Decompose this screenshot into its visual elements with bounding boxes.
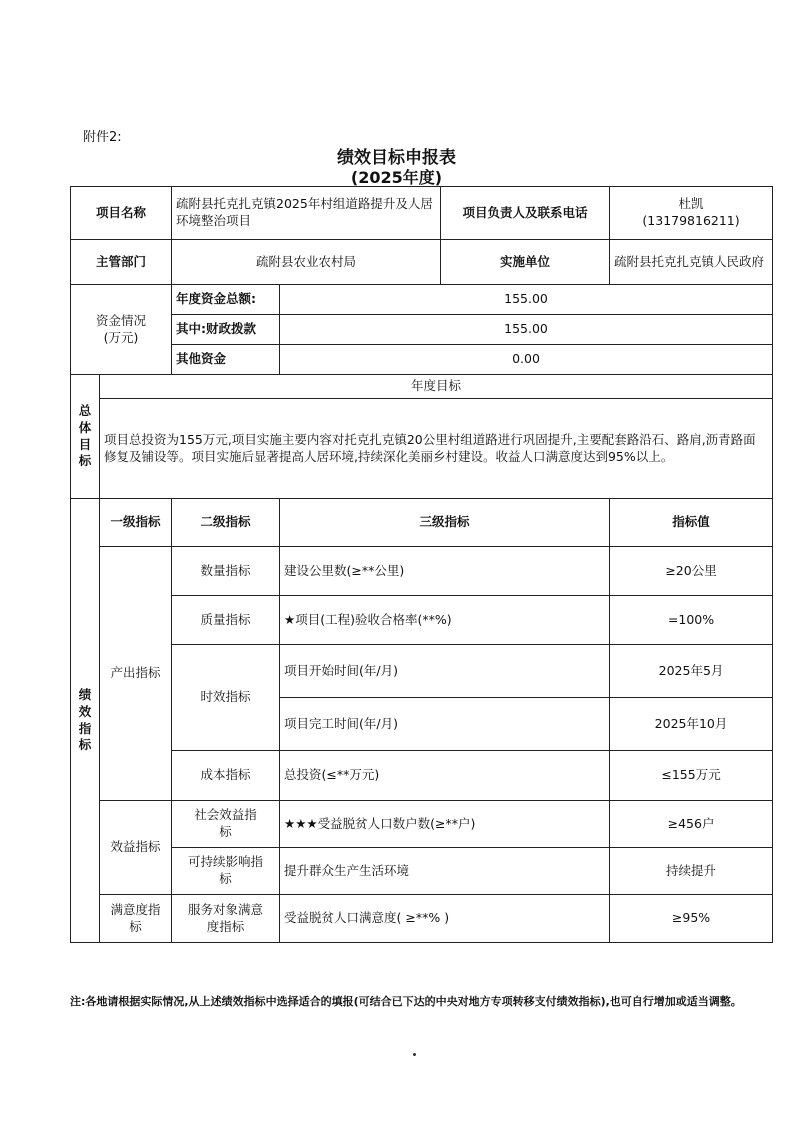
dept-label: 主管部门 — [71, 240, 172, 285]
header-level3: 三级指标 — [280, 499, 610, 547]
indicator-row — [71, 751, 773, 801]
level2-satisfaction — [172, 895, 280, 943]
level3-quality: ★项目(工程)验收合格率(**%) — [280, 596, 610, 645]
indicator-row — [71, 848, 773, 895]
value-end-time: 2025年10月 — [610, 698, 773, 751]
funds-total-value: 155.00 — [280, 285, 773, 315]
value-sustainable: 持续提升 — [610, 848, 773, 895]
level3-cost: 总投资(≤**万元) — [280, 751, 610, 801]
project-name-value: 疏附县托克扎克镇2025年村组道路提升及人居环境整治项目 — [172, 187, 441, 240]
goal-side-label — [71, 375, 100, 499]
project-leader-cell — [610, 187, 773, 240]
indicator-side-label — [71, 499, 100, 943]
header-level1: 一级指标 — [100, 499, 172, 547]
indicator-row — [71, 547, 773, 596]
header-value: 指标值 — [610, 499, 773, 547]
dept-value: 疏附县农业农村局 — [172, 240, 441, 285]
level3-start-time: 项目开始时间(年/月) — [280, 645, 610, 698]
level3-sustainable: 提升群众生产生活环境 — [280, 848, 610, 895]
performance-table — [70, 186, 773, 943]
level2-sustainable — [172, 848, 280, 895]
unit-label: 实施单位 — [441, 240, 610, 285]
value-social: ≥456户 — [610, 801, 773, 848]
funds-fiscal-value: 155.00 — [280, 315, 773, 345]
page-subtitle: (2025年度) — [350, 168, 443, 187]
level2-quantity: 数量指标 — [172, 547, 280, 596]
project-leader-label: 项目负责人及联系电话 — [441, 187, 610, 240]
scan-dot — [413, 1053, 416, 1056]
unit-value: 疏附县托克扎克镇人民政府 — [610, 240, 773, 285]
funds-row — [71, 345, 773, 375]
level2-sustainable-text: 可持续影响指标 — [188, 854, 264, 886]
level2-satisfaction-text: 服务对象满意度指标 — [188, 901, 264, 934]
level1-satisfaction-text: 满意度指标 — [110, 901, 161, 934]
value-quality: =100% — [610, 596, 773, 645]
goal-text-row — [71, 399, 773, 499]
funds-total-label: 年度资金总额: — [172, 285, 280, 315]
footnote: 注:各地请根据实际情况,从上述绩效指标中选择适合的填报(可结合已下达的中央对地方专项转移支付绩效指标),也可自行增加或适当调整。 — [70, 995, 742, 1008]
level2-timeliness: 时效指标 — [172, 645, 280, 751]
funds-row — [71, 315, 773, 345]
goal-header: 年度目标 — [100, 375, 773, 399]
level2-social — [172, 801, 280, 848]
indicator-row — [71, 801, 773, 848]
indicator-row — [71, 645, 773, 698]
value-quantity: ≥20公里 — [610, 547, 773, 596]
goal-header-row — [71, 375, 773, 399]
funds-label-text: 资金情况(万元) — [95, 312, 146, 345]
goal-side-text: 总体目标 — [78, 402, 92, 469]
funds-label — [71, 285, 172, 375]
funds-other-value: 0.00 — [280, 345, 773, 375]
level3-end-time: 项目完工时间(年/月) — [280, 698, 610, 751]
level3-social: ★★★受益脱贫人口数户数(≥**户) — [280, 801, 610, 848]
project-leader-phone: (13179816211) — [642, 213, 740, 228]
page-title: 绩效目标申报表 — [337, 148, 456, 168]
funds-row — [71, 285, 773, 315]
level2-cost: 成本指标 — [172, 751, 280, 801]
indicator-side-text: 绩效指标 — [78, 686, 92, 753]
goal-text: 项目总投资为155万元,项目实施主要内容对托克扎克镇20公里村组道路进行巩固提升,主要配套路沿石、路肩,沥青路面修复及铺设等。项目实施后显著提高人居环境,持续深化美丽乡村建设。收益人口满意度达到95%以上。 — [100, 399, 773, 499]
level2-quality: 质量指标 — [172, 596, 280, 645]
indicator-header-row — [71, 499, 773, 547]
project-leader-name: 杜凯 — [678, 196, 704, 212]
indicator-row — [71, 895, 773, 943]
project-name-label: 项目名称 — [71, 187, 172, 240]
indicator-row — [71, 596, 773, 645]
value-satisfaction: ≥95% — [610, 895, 773, 943]
level3-satisfaction: 受益脱贫人口满意度( ≥**% ) — [280, 895, 610, 943]
funds-fiscal-label: 其中:财政拨款 — [172, 315, 280, 345]
level1-output: 产出指标 — [100, 547, 172, 801]
project-name-row — [71, 187, 773, 240]
level1-benefit: 效益指标 — [100, 801, 172, 895]
level3-quantity: 建设公里数(≥**公里) — [280, 547, 610, 596]
department-row — [71, 240, 773, 285]
funds-other-label: 其他资金 — [172, 345, 280, 375]
value-start-time: 2025年5月 — [610, 645, 773, 698]
header-level2: 二级指标 — [172, 499, 280, 547]
level1-satisfaction — [100, 895, 172, 943]
value-cost: ≤155万元 — [610, 751, 773, 801]
attachment-label: 附件2: — [83, 130, 122, 145]
level2-social-text: 社会效益指标 — [194, 807, 257, 839]
